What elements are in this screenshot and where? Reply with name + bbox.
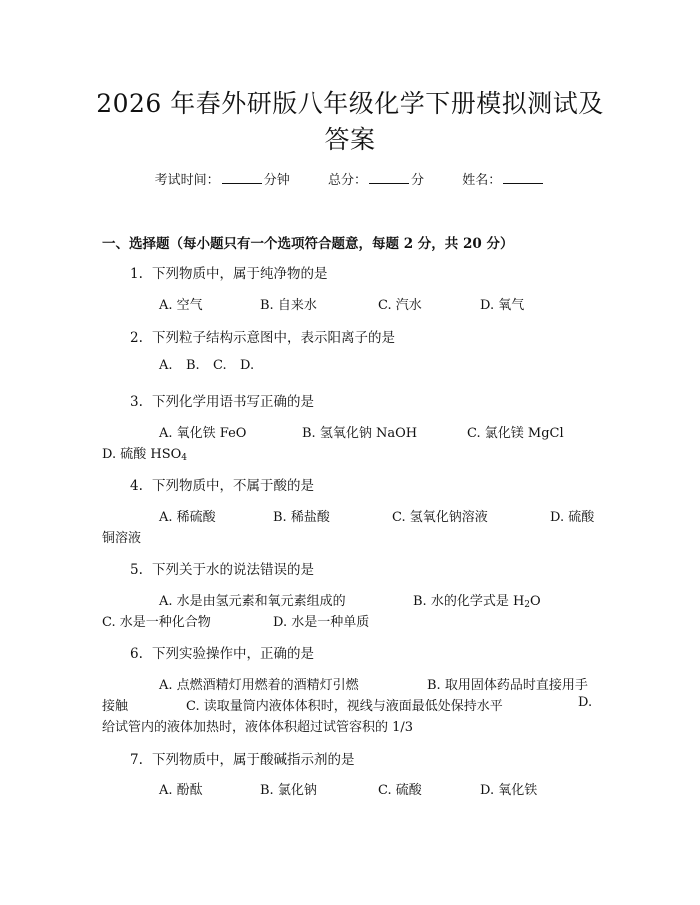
option-b: B. 取用固体药品时直接用手 (427, 678, 588, 693)
option-c: C. 汽水 (378, 298, 422, 313)
time-unit: 分钟 (263, 173, 290, 188)
option-b: B. 水的化学式是 $H_2O$ (413, 594, 541, 610)
option-a: A. 稀硫酸 (159, 510, 216, 525)
option-d-continuation: 铜溶液 (102, 531, 142, 546)
page-title-line-2: 答案 (324, 125, 376, 154)
option-d: D. 氧气 (480, 298, 525, 313)
option-b: B. 自来水 (260, 298, 317, 313)
option-d: D. 硫酸 (550, 510, 595, 525)
question-1 (130, 262, 328, 282)
option-b: B. 氯化钠 (260, 783, 317, 798)
option-b: B. 稀盐酸 (273, 510, 330, 525)
exam-meta-row (0, 169, 700, 188)
page-title-line-1: 2026 年春外研版八年级化学下册模拟测试及 (96, 89, 604, 118)
option-d: D. 氧化铁 (480, 783, 538, 798)
name-blank (503, 171, 543, 184)
question-7 (130, 748, 355, 768)
question-3 (130, 390, 314, 410)
question-number: 6. (130, 646, 143, 662)
question-stem: 下列物质中，属于酸碱指示剂的是 (152, 752, 355, 768)
option-d: D. 水是一种单质 (273, 615, 370, 630)
option-c: C. 氯化镁 MgCl (467, 426, 564, 441)
option-a: A. 点燃酒精灯用燃着的酒精灯引燃 (159, 678, 359, 693)
option-d: D. (240, 358, 255, 373)
option-a: A. 水是由氢元素和氧元素组成的 (159, 594, 346, 609)
question-stem: 下列物质中，不属于酸的是 (152, 478, 314, 494)
question-stem: 下列化学用语书写正确的是 (152, 394, 314, 410)
option-a: A. (159, 358, 173, 373)
score-unit: 分 (411, 173, 425, 188)
section-heading: 一、选择题（每小题只有一个选项符合题意，每题 2 分，共 20 分） (102, 236, 514, 252)
option-c: C. 氢氧化钠溶液 (392, 510, 488, 525)
question-5 (130, 558, 314, 578)
option-d: D. 硫酸 $HSO_4$ (102, 447, 187, 463)
option-b: B. 氢氧化钠 NaOH (302, 426, 418, 441)
option-c: C. (213, 358, 227, 373)
score-blank (369, 171, 409, 184)
name-label: 姓名： (462, 173, 502, 188)
option-a: A. 空气 (159, 298, 203, 313)
option-c: C. 水是一种化合物 (102, 615, 211, 630)
question-number: 7. (130, 752, 143, 768)
question-2 (130, 326, 395, 346)
question-stem: 下列物质中，属于纯净物的是 (152, 266, 328, 282)
option-c: C. 读取量筒内液体体积时，视线与液面最低处保持水平 (186, 699, 503, 714)
question-6 (130, 642, 314, 662)
question-number: 4. (130, 478, 143, 494)
option-d-continuation: 给试管内的液体加热时，液体体积超过试管容积的 1/3 (102, 720, 414, 735)
question-4 (130, 474, 314, 494)
option-c: C. 硫酸 (378, 783, 422, 798)
time-label: 考试时间： (154, 173, 220, 188)
question-number: 3. (130, 394, 143, 410)
question-number: 5. (130, 562, 143, 578)
option-a: A. 氧化铁 FeO (159, 426, 247, 441)
option-a: A. 酚酞 (159, 783, 203, 798)
question-number: 1. (130, 266, 143, 282)
question-stem: 下列粒子结构示意图中，表示阳离子的是 (152, 330, 395, 346)
question-stem: 下列实验操作中，正确的是 (152, 646, 314, 662)
time-blank (222, 171, 262, 184)
option-d: D. (578, 695, 593, 710)
question-stem: 下列关于水的说法错误的是 (152, 562, 314, 578)
score-label: 总分： (327, 173, 367, 188)
option-b: B. (186, 358, 200, 373)
question-number: 2. (130, 330, 143, 346)
option-b-continuation: 接触 (102, 699, 129, 714)
